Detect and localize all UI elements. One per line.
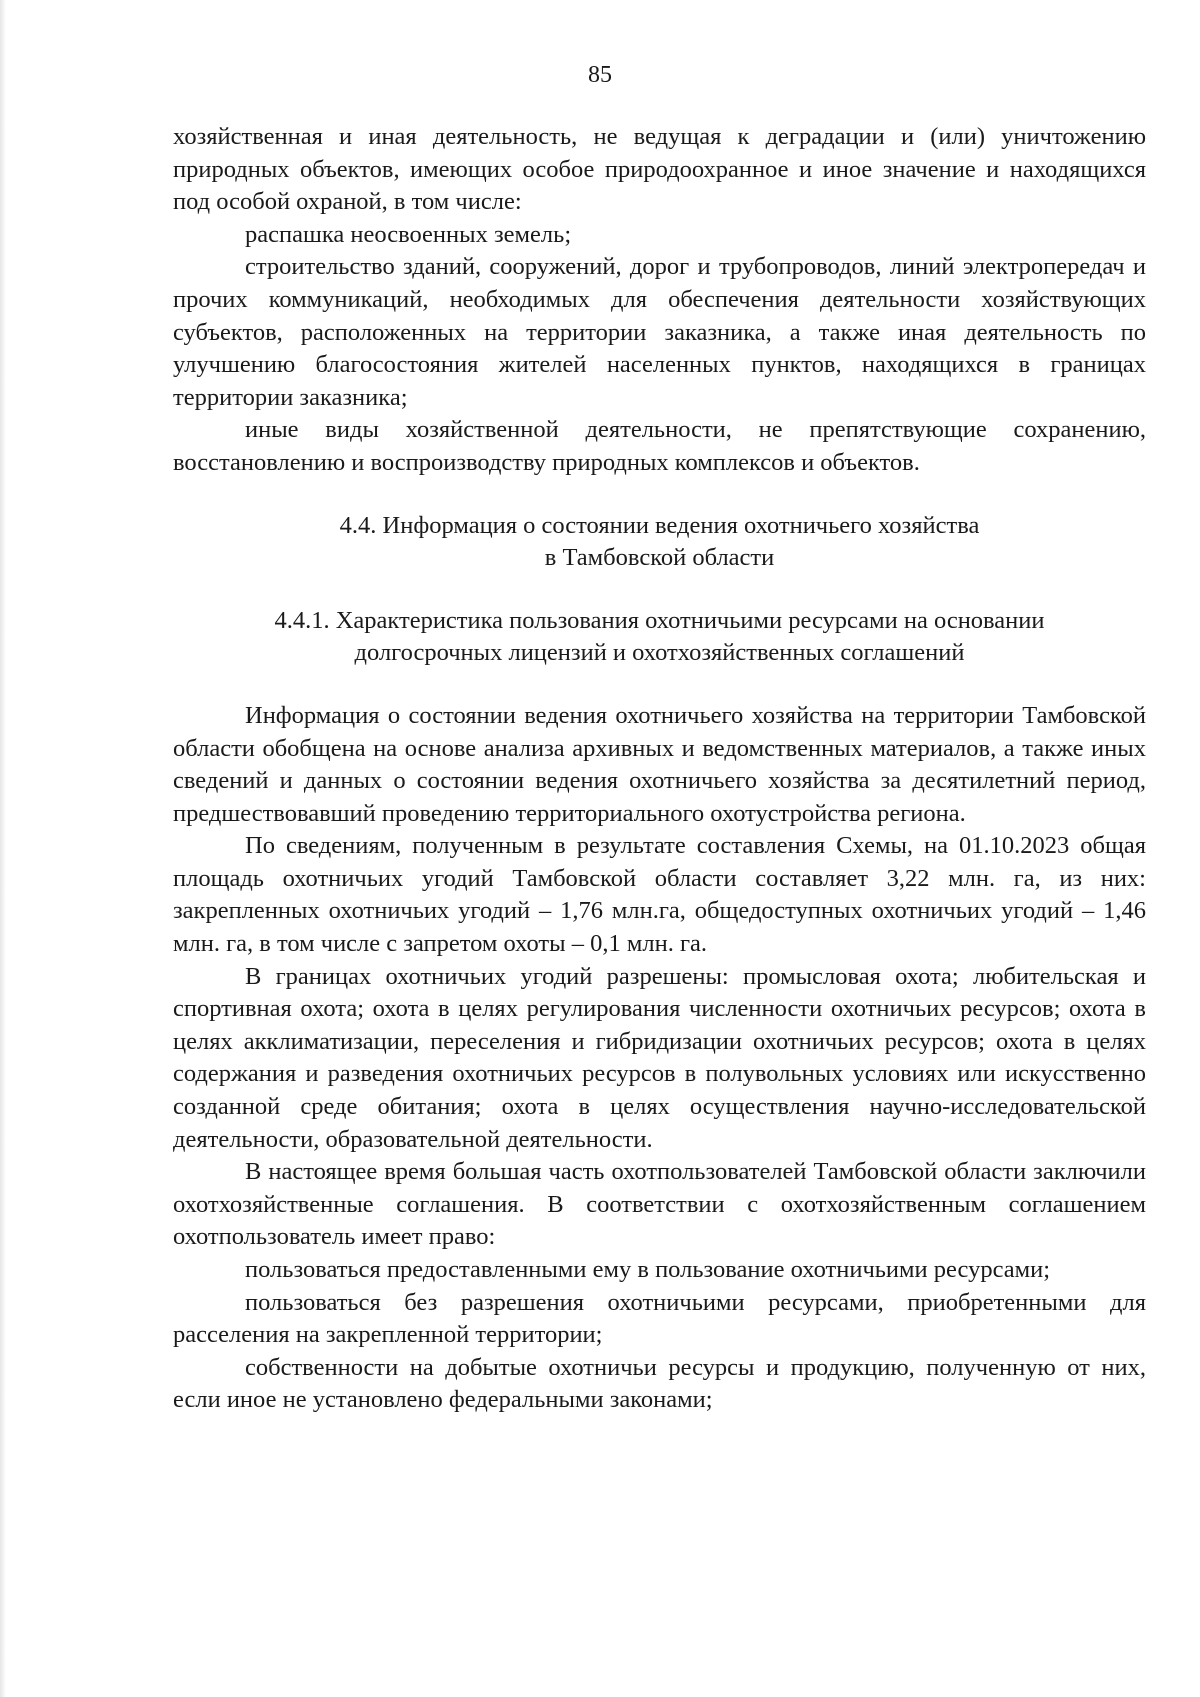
paragraph: В настоящее время большая часть охотпользователей Тамбовской области заключили охотхозяйственные соглашения. В соответствии с охотхозяйственным соглашением охотпользователь имеет право: bbox=[173, 1158, 1146, 1251]
paragraph-list-item: пользоваться предоставленными ему в пользование охотничьими ресурсами; bbox=[245, 1256, 1051, 1283]
paragraph: По сведениям, полученным в результате составления Схемы, на 01.10.2023 общая площадь охотничьих угодий Тамбовской области составляет 3,22 млн. га, из них: закрепленных охотничьих угодий – 1,76 млн.га, общедоступных охотничьих угодий – 1,46 млн. га, в том числе с запретом охоты – 0,1 млн. га. bbox=[173, 832, 1146, 958]
document-body bbox=[173, 121, 1146, 1417]
paragraph: Информация о состоянии ведения охотничьего хозяйства на территории Тамбовской области обобщена на основе анализа архивных и ведомственных материалов, а также иных сведений и данных о состоянии ведения охотничьего хозяйства за десятилетний период, предшествовавший проведению территориального охотустройства региона. bbox=[173, 701, 1146, 827]
section-heading-line-1: 4.4. Информация о состоянии ведения охотничьего хозяйства bbox=[339, 511, 980, 539]
section-heading-line-2: в Тамбовской области bbox=[544, 544, 775, 572]
page-number: 85 bbox=[588, 62, 612, 88]
paragraph-list-item: пользоваться без разрешения охотничьими ресурсами, приобретенными для расселения на закрепленной территории; bbox=[173, 1288, 1146, 1349]
scan-edge bbox=[0, 0, 6, 1697]
section-heading bbox=[173, 510, 1146, 575]
paragraph-continuation: хозяйственная и иная деятельность, не ведущая к деградации и (или) уничтожению природных объектов, имеющих особое природоохранное и иное значение и находящихся под особой охраной, в том числе: bbox=[173, 123, 1146, 216]
paragraph-list-item: распашка неосвоенных земель; bbox=[245, 220, 572, 248]
subsection-heading-line-1: 4.4.1. Характеристика пользования охотничьими ресурсами на основании bbox=[274, 606, 1045, 634]
paragraph: В границах охотничьих угодий разрешены: промысловая охота; любительская и спортивная охота; охота в целях регулирования численности охотничьих ресурсов; охота в целях акклиматизации, переселения и гибридизации охотничьих ресурсов; охота в целях содержания и разведения охотничьих ресурсов в полувольных условиях или искусственно созданной среде обитания; охота в целях осуществления научно-исследовательской деятельности, образовательной деятельности. bbox=[173, 962, 1146, 1153]
paragraph-list-item: иные виды хозяйственной деятельности, не препятствующие сохранению, восстановлению и воспроизводству природных комплексов и объектов. bbox=[173, 416, 1146, 476]
subsection-heading bbox=[173, 605, 1146, 670]
paragraph-list-item: собственности на добытые охотничьи ресурсы и продукцию, полученную от них, если иное не установлено федеральными законами; bbox=[173, 1353, 1146, 1414]
paragraph-list-item: строительство зданий, сооружений, дорог и трубопроводов, линий электропередач и прочих коммуникаций, необходимых для обеспечения деятельности хозяйствующих субъектов, расположенных на территории заказника, а также иная деятельность по улучшению благосостояния жителей населенных пунктов, находящихся в границах территории заказника; bbox=[173, 253, 1146, 411]
subsection-heading-line-2: долгосрочных лицензий и охотхозяйственных соглашений bbox=[354, 639, 965, 667]
